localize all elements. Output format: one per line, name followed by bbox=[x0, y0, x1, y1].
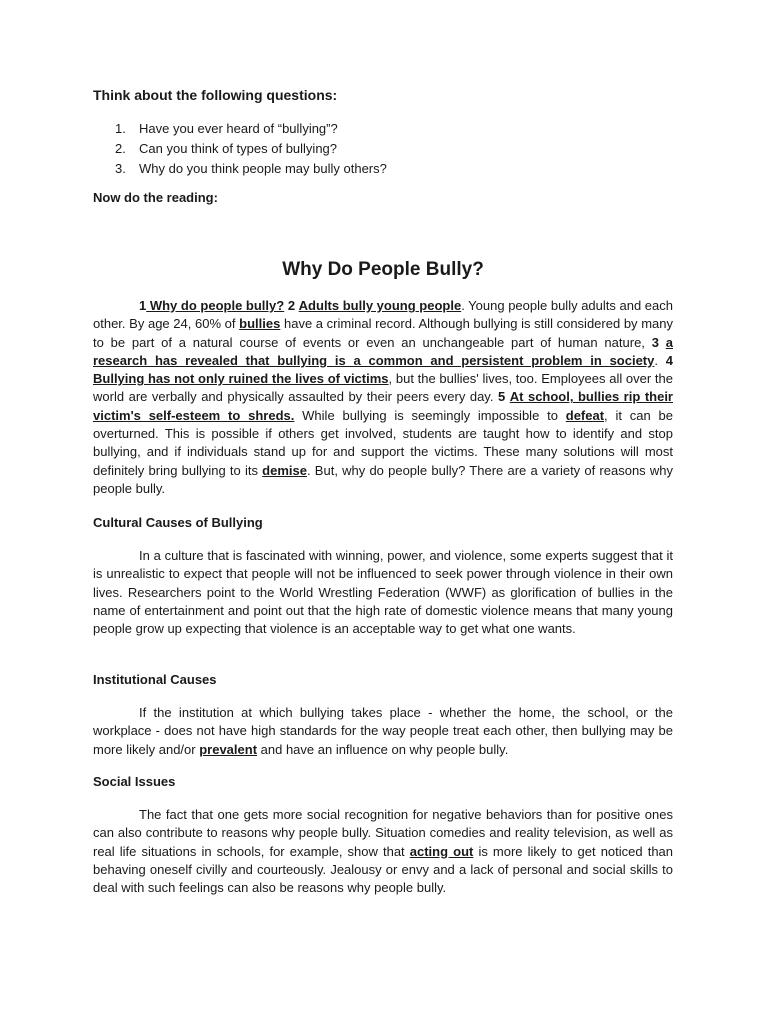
social-paragraph bbox=[93, 806, 673, 897]
heading-number-4: 4 bbox=[665, 352, 673, 368]
paragraph-text: The fact that one gets more social recognition for negative behaviors than for positive ones can also contribute to reasons why people bully. Situation comedies and reality television, as well as real life situations in schools, for example, show that bbox=[93, 807, 673, 859]
question-text: Why do you think people may bully others? bbox=[139, 161, 387, 176]
reading-prompt: Now do the reading: bbox=[93, 190, 218, 205]
list-item bbox=[93, 139, 387, 159]
heading-number-1: 1 bbox=[139, 298, 147, 313]
paragraph-text: is more likely to get noticed than behaving oneself civilly and courteously. Jealousy or envy and a lack of personal and social skills to deal with such feelings can also be reasons why people bully. bbox=[93, 843, 674, 896]
list-item bbox=[93, 159, 387, 179]
cultural-paragraph: In a culture that is fascinated with winning, power, and violence, some experts suggest that it is unrealistic to expect that people will not be influenced to seek power through violence in their own lives. Researchers point to the World Wrestling Federation (WWF) as glorification of bullies in the name of entertainment and point out that the high rate of domestic violence means that many young people grow up expecting that violence is an acceptable way to get what one wants. bbox=[93, 548, 673, 637]
intro-heading: Think about the following questions: bbox=[93, 87, 338, 103]
heading-option-1: Why do people bully? bbox=[146, 298, 285, 313]
section-heading-cultural: Cultural Causes of Bullying bbox=[93, 515, 263, 530]
paragraph-text: If the institution at which bullying takes place - whether the home, the school, or the workplace - does not have high standards for the way people treat each other, then bullying may be more likely and/or bbox=[93, 705, 673, 757]
heading-option-5: At school, bullies rip their victim's self-esteem to shreds. bbox=[93, 389, 673, 423]
paragraph-text: . Young people bully adults and each other. By age 24, 60% of bbox=[93, 298, 673, 332]
question-text: Have you ever heard of “bullying”? bbox=[139, 121, 338, 136]
vocab-word-defeat: defeat bbox=[565, 407, 605, 423]
vocab-word-bullies: bullies bbox=[239, 316, 281, 332]
heading-number-2: 2 bbox=[287, 298, 296, 313]
vocab-word-acting-out: acting out bbox=[409, 843, 474, 859]
intro-paragraph bbox=[93, 297, 673, 498]
institutional-paragraph bbox=[93, 704, 673, 759]
question-list bbox=[93, 119, 387, 179]
heading-option-2: Adults bully young people bbox=[298, 298, 462, 313]
paragraph-text: . bbox=[654, 352, 666, 368]
question-text: Can you think of types of bullying? bbox=[139, 141, 338, 156]
section-heading-social: Social Issues bbox=[93, 774, 176, 789]
paragraph-text: , it can be overturned. This is possible if others get involved, students are taught how to identify and stop bullying, and if individuals stand up for and support the victims. These many solutions will most definitely bring bullying to its bbox=[93, 407, 673, 478]
paragraph-text: and have an influence on why people bully. bbox=[257, 741, 509, 757]
section-heading-institutional: Institutional Causes bbox=[93, 672, 217, 687]
question-number: 1. bbox=[115, 121, 126, 136]
article-title: Why Do People Bully? bbox=[282, 259, 484, 280]
question-number: 3. bbox=[115, 161, 126, 176]
vocab-word-demise: demise bbox=[262, 462, 307, 478]
heading-number-3: 3 bbox=[651, 334, 659, 350]
vocab-word-prevalent: prevalent bbox=[199, 741, 258, 757]
paragraph-text: . But, why do people bully? There are a variety of reasons why people bully. bbox=[93, 462, 674, 496]
paragraph-text: , but the bullies' lives, too. Employees all over the world are verbally and physically assaulted by their peers every day. bbox=[93, 371, 674, 405]
list-item bbox=[93, 119, 387, 139]
heading-option-4: Bullying has not only ruined the lives of victims bbox=[93, 371, 389, 387]
paragraph-text: have a criminal record. Although bullying is still considered by many to be part of a natural course of events or even an unchangeable part of human nature, bbox=[93, 316, 673, 350]
paragraph-text: While bullying is seemingly impossible to bbox=[294, 407, 566, 423]
question-number: 2. bbox=[115, 141, 126, 156]
heading-option-3: a research has revealed that bullying is a common and persistent problem in society bbox=[93, 334, 673, 368]
heading-number-5: 5 bbox=[497, 389, 506, 405]
